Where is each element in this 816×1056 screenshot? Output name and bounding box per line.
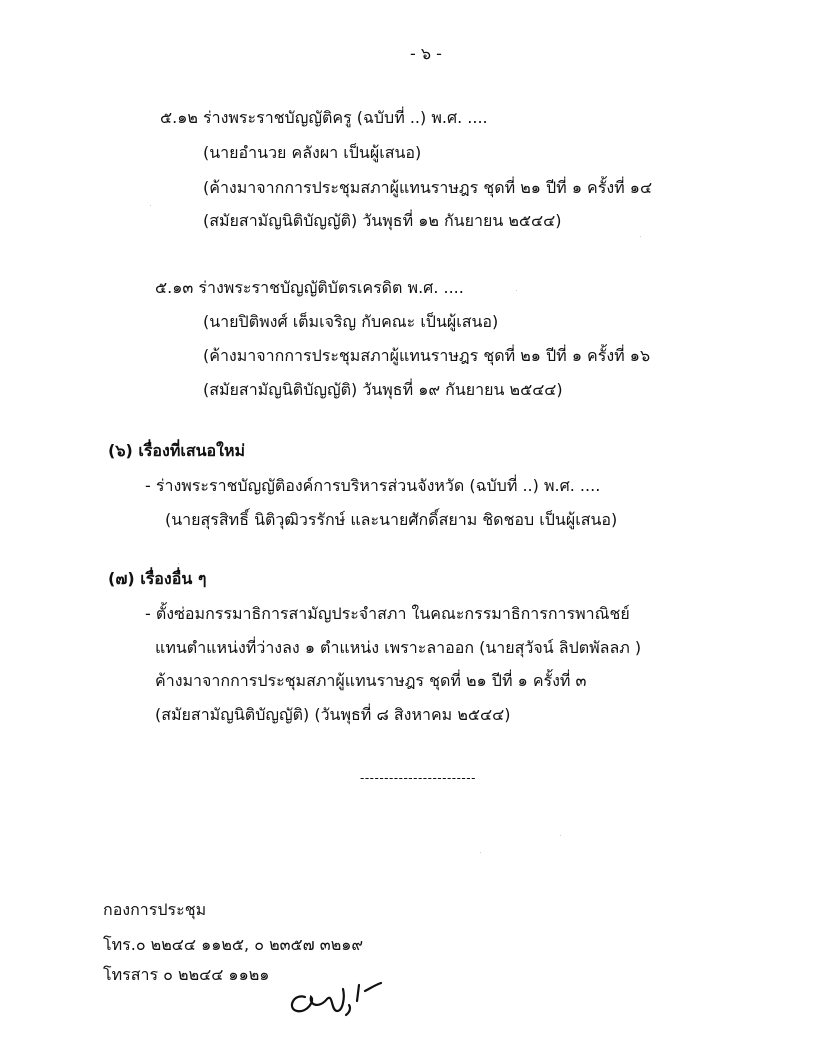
footer-department: กองการประชุม: [103, 900, 207, 919]
item-5-12-carried-line-2: (สมัยสามัญนิติบัญญัติ) วันพุธที่ ๑๒ กันยายน ๒๕๔๔): [203, 211, 562, 230]
item-5-13-carried-line-2: (สมัยสามัญนิติบัญญัติ) วันพุธที่ ๑๙ กันยายน ๒๕๔๔): [203, 380, 563, 399]
item-5-13-proposer: (นายปิติพงศ์ เต็มเจริญ กับคณะ เป็นผู้เสนอ): [203, 312, 499, 331]
item-5-13-carried-line-1: (ค้างมาจากการประชุมสภาผู้แทนราษฎร ชุดที่ ๒๑ ปีที่ ๑ ครั้งที่ ๑๖: [203, 346, 651, 365]
scan-speck: [516, 290, 517, 291]
item-5-12-title: ๕.๑๒ ร่างพระราชบัญญัติครู (ฉบับที่ ..) พ.ศ. ....: [160, 108, 488, 127]
section-7-item-line-2: แทนตำแหน่งที่ว่างลง ๑ ตำแหน่ง เพราะลาออก (นายสุวัจน์ ลิปตพัลลภ ): [155, 638, 642, 657]
item-5-12-carried-line-1: (ค้างมาจากการประชุมสภาผู้แทนราษฎร ชุดที่ ๒๑ ปีที่ ๑ ครั้งที่ ๑๔: [203, 178, 653, 197]
scan-speck: [480, 852, 481, 853]
footer-phone: โทร.๐ ๒๒๔๔ ๑๑๒๕, ๐ ๒๓๕๗ ๓๒๑๙: [103, 935, 364, 954]
section-7-item-line-1: - ตั้งซ่อมกรรมาธิการสามัญประจำสภา ในคณะกรรมาธิการการพาณิชย์: [145, 604, 630, 623]
page-number: - ๖ -: [410, 44, 442, 63]
section-7-item-line-3: ค้างมาจากการประชุมสภาผู้แทนราษฎร ชุดที่ ๒๑ ปีที่ ๑ ครั้งที่ ๓: [155, 671, 587, 690]
item-5-12-proposer: (นายอำนวย คลังผา เป็นผู้เสนอ): [203, 143, 422, 162]
section-6-proposer: (นายสุรสิทธิ์ นิติวุฒิวรรักษ์ และนายศักดิ์สยาม ชิดชอบ เป็นผู้เสนอ): [165, 510, 618, 529]
handwritten-initials-icon: [285, 975, 385, 1021]
section-7-heading: (๗) เรื่องอื่น ๆ: [108, 569, 207, 588]
section-6-item: - ร่างพระราชบัญญัติองค์การบริหารส่วนจังหวัด (ฉบับที่ ..) พ.ศ. ....: [145, 476, 601, 495]
scan-speck: [640, 236, 641, 237]
item-5-13-title: ๕.๑๓ ร่างพระราชบัญญัติบัตรเครดิต พ.ศ. ....: [155, 278, 464, 297]
section-6-heading: (๖) เรื่องที่เสนอใหม่: [108, 441, 246, 460]
divider-line: ------------------------: [360, 771, 476, 785]
scan-speck: [178, 563, 179, 564]
footer-fax: โทรสาร ๐ ๒๒๔๔ ๑๑๒๑: [103, 965, 270, 984]
scan-speck: [150, 205, 151, 206]
scan-speck: [560, 835, 561, 836]
section-7-item-line-4: (สมัยสามัญนิติบัญญัติ) (วันพุธที่ ๘ สิงหาคม ๒๕๔๔): [155, 705, 511, 724]
